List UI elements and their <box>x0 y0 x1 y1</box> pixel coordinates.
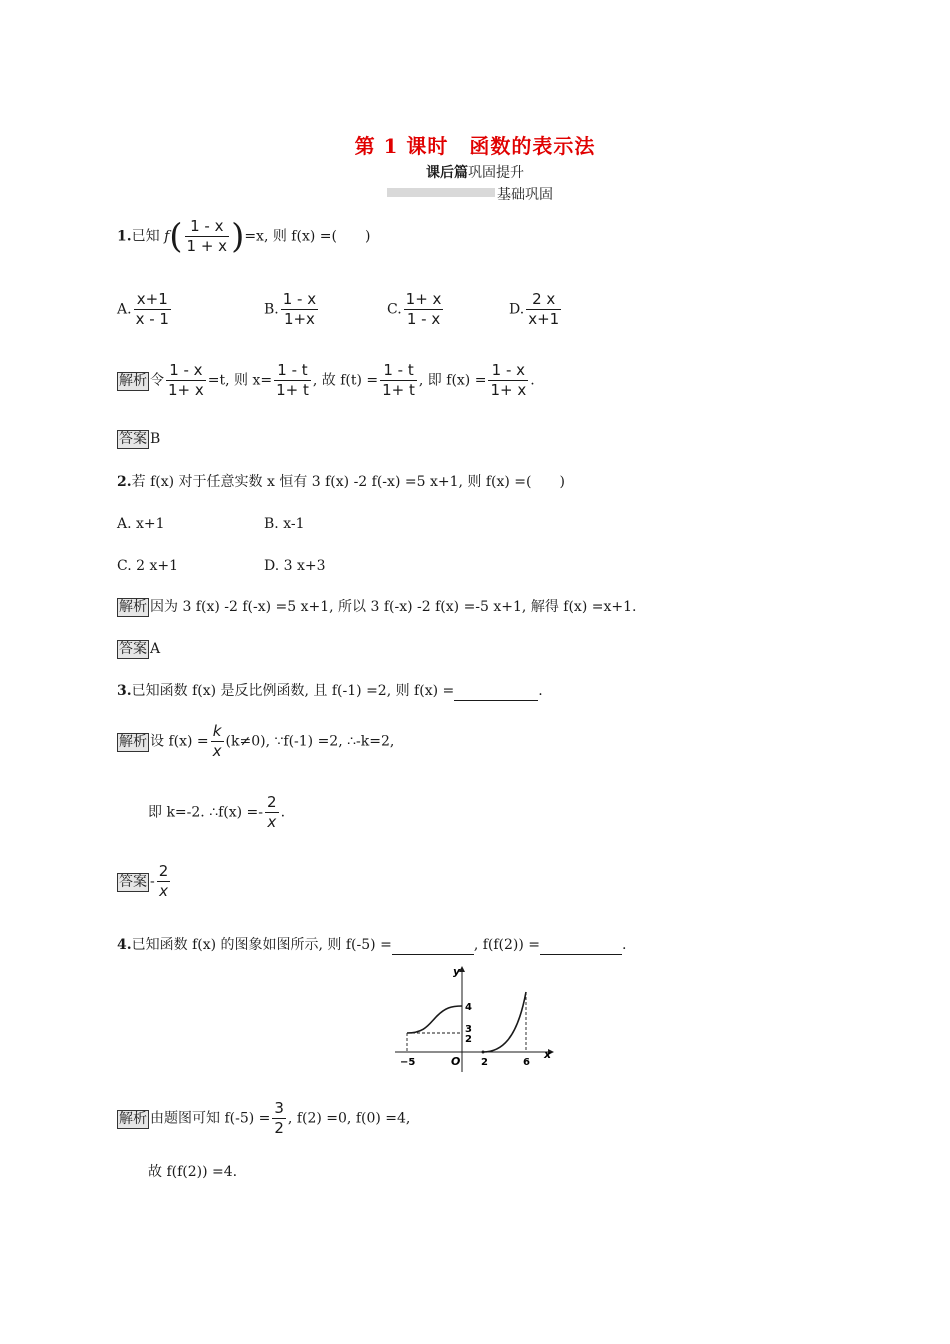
function-graph <box>395 962 560 1074</box>
solution-4-line-2: 故 f(f(2)) =4. <box>148 1164 238 1180</box>
solution-text: 设 f(x) = <box>150 733 209 750</box>
question-text: 已知函数 f(x) 的图象如图所示, 则 f(-5) = <box>131 937 392 953</box>
numerator: k <box>211 722 224 742</box>
subtitle-rest: 巩固提升 <box>468 165 524 181</box>
y-tick-label: 2 <box>465 1034 472 1045</box>
y-axis-label: y <box>453 965 461 978</box>
solution-text: 即 k=-2. ∴f(x) =- <box>148 804 264 821</box>
question-text: , f(f(2)) = <box>473 937 541 953</box>
solution-text: 因为 3 f(x) -2 f(-x) =5 x+1, 所以 3 f(-x) -2 f(x) =-5 x+1, 解得 f(x) =x+1. <box>150 599 637 615</box>
origin-label: O <box>451 1055 461 1068</box>
question-text: . <box>538 683 543 699</box>
numerator: x+1 <box>134 290 171 310</box>
numerator: 1 - x <box>166 361 206 381</box>
fraction <box>404 290 444 329</box>
fraction <box>166 361 206 400</box>
numerator: 1 - x <box>282 290 317 308</box>
denominator: x+1 <box>528 310 560 328</box>
fraction <box>272 1099 286 1138</box>
denominator: 1 + x <box>186 237 228 255</box>
solution-4 <box>117 1099 410 1138</box>
denominator: 1 - x <box>406 310 441 328</box>
solution-text: . <box>280 804 286 821</box>
answer-value: A <box>150 641 161 657</box>
fraction <box>488 361 528 400</box>
solution-tag: 解析 <box>119 1110 147 1127</box>
option-d: D. 3 x+3 <box>264 558 326 574</box>
option-c: C. 2 x+1 <box>117 558 179 574</box>
subtitle-bold: 课后篇 <box>426 165 468 181</box>
question-1 <box>117 217 370 256</box>
fraction <box>211 722 224 761</box>
question-2 <box>117 472 565 492</box>
numerator: 2 x <box>526 290 561 310</box>
answer-value: - <box>150 873 155 890</box>
numerator: 2 <box>158 862 169 880</box>
y-tick-label: 3 <box>465 1024 472 1035</box>
answer-2 <box>117 639 160 659</box>
fraction <box>265 793 279 832</box>
fraction <box>526 290 561 329</box>
x-tick-label: 6 <box>523 1057 530 1068</box>
left-paren: ( <box>169 216 183 257</box>
option-d <box>509 290 563 329</box>
denominator: 1+ x <box>490 381 527 399</box>
page-title: 第 1 课时 函数的表示法 <box>354 134 596 158</box>
denominator: x - 1 <box>135 310 169 328</box>
denominator: 1+x <box>283 310 315 328</box>
solution-tag: 解析 <box>119 372 147 389</box>
numerator: 1+ x <box>405 290 442 308</box>
solution-3-line-2 <box>148 793 285 832</box>
answer-blank <box>392 940 474 955</box>
solution-text: 令 <box>150 372 164 389</box>
question-number: 3. <box>117 683 132 699</box>
section-heading: 基础巩固 <box>497 187 553 203</box>
solution-2 <box>117 597 636 617</box>
x-tick-label: −5 <box>400 1057 416 1068</box>
numerator: 1 - t <box>380 361 417 381</box>
question-4 <box>117 935 626 955</box>
denominator: x <box>159 882 168 900</box>
solution-text: . <box>530 372 535 389</box>
denominator: 2 <box>274 1119 284 1137</box>
question-text: 若 f(x) 对于任意实数 x 恒有 3 f(x) -2 f(-x) =5 x+1, 则 f(x) =( ) <box>131 474 565 490</box>
option-b <box>264 290 320 329</box>
y-tick-label: 4 <box>465 1002 472 1013</box>
numerator: 3 <box>274 1099 284 1117</box>
solution-1 <box>117 361 535 400</box>
option-c <box>387 290 445 329</box>
fraction <box>134 290 171 329</box>
question-3 <box>117 681 543 701</box>
page-subtitle <box>0 162 950 182</box>
solution-text: 由题图可知 f(-5) = <box>150 1110 271 1127</box>
option-a <box>117 290 173 329</box>
solution-text: , f(2) =0, f(0) =4, <box>287 1110 411 1127</box>
func-symbol: f <box>164 228 170 245</box>
curve-left <box>407 1006 462 1033</box>
question-number: 2. <box>117 474 132 490</box>
solution-text: =t, 则 x= <box>207 372 273 389</box>
denominator: 1+ x <box>168 381 204 399</box>
option-label: B. <box>264 301 279 318</box>
answer-blank <box>540 940 622 955</box>
fraction <box>281 290 318 329</box>
answer-tag: 答案 <box>119 873 147 890</box>
denominator: 1+ t <box>276 381 309 399</box>
question-text: =x, 则 f(x) =( ) <box>244 228 371 245</box>
denominator: 1+ t <box>382 381 415 399</box>
answer-tag: 答案 <box>119 431 147 447</box>
fraction <box>380 361 417 400</box>
answer-value: B <box>150 431 161 447</box>
graph-point <box>482 1051 485 1054</box>
answer-3 <box>117 862 172 901</box>
option-b: B. x-1 <box>264 516 305 532</box>
question-number: 4. <box>117 937 132 953</box>
right-paren: ) <box>231 216 245 257</box>
answer-1 <box>117 429 160 449</box>
curve-right <box>483 992 526 1052</box>
answer-blank <box>454 686 538 701</box>
option-label: D. <box>509 301 525 318</box>
solution-text: , 故 f(t) = <box>312 372 379 389</box>
solution-text: (k≠0), ∵f(-1) =2, ∴-k=2, <box>225 733 395 750</box>
numerator: 1 - t <box>274 361 311 381</box>
question-text: . <box>622 937 627 953</box>
question-text: 已知 <box>131 228 165 245</box>
numerator: 1 - x <box>185 217 230 237</box>
fraction <box>157 862 171 901</box>
option-a: A. x+1 <box>117 516 165 532</box>
fraction <box>185 217 230 256</box>
solution-text: , 即 f(x) = <box>418 372 487 389</box>
solution-3 <box>117 722 394 761</box>
x-tick-label: 2 <box>481 1057 488 1068</box>
question-text: 已知函数 f(x) 是反比例函数, 且 f(-1) =2, 则 f(x) = <box>131 683 455 699</box>
option-label: C. <box>387 301 402 318</box>
section-bar <box>387 188 495 197</box>
option-label: A. <box>117 301 132 318</box>
numerator: 1 - x <box>488 361 528 381</box>
denominator: x <box>267 813 277 831</box>
numerator: 2 <box>267 793 277 811</box>
fraction <box>274 361 311 400</box>
answer-tag: 答案 <box>119 641 147 657</box>
denominator: x <box>212 742 222 760</box>
x-axis-label: x <box>544 1048 552 1061</box>
solution-tag: 解析 <box>119 599 147 615</box>
solution-tag: 解析 <box>119 733 147 750</box>
question-number: 1. <box>117 228 132 245</box>
